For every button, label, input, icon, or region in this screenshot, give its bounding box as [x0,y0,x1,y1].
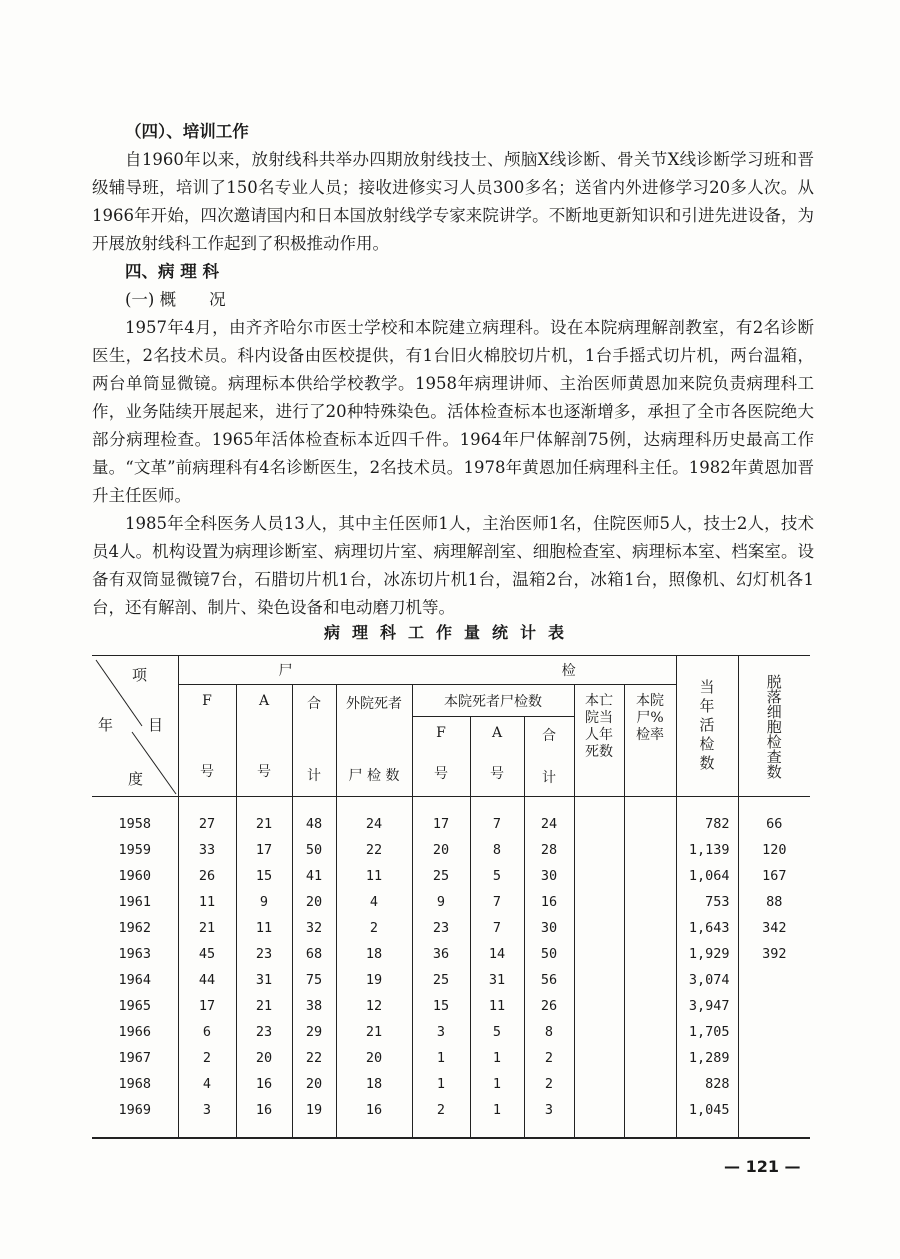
rate-col-header: 本院尸%检率 [624,685,676,797]
cell-in-total: 24 [524,797,574,838]
cell-total: 75 [292,967,336,993]
cell-in-total: 56 [524,967,574,993]
cell-rate [624,889,676,915]
cell-in-f: 23 [412,915,470,941]
cell-in-total: 2 [524,1071,574,1097]
cell-in-f: 15 [412,993,470,1019]
corner-mid-left-label: 年 [98,716,114,734]
cell-outside: 20 [336,1045,412,1071]
cell-in-total: 30 [524,863,574,889]
cell-a: 17 [236,837,292,863]
cell-in-total: 28 [524,837,574,863]
cell-outside: 19 [336,967,412,993]
cell-rate [624,1097,676,1138]
cell-in-a: 7 [470,889,524,915]
cell-in-f: 20 [412,837,470,863]
cell-biopsy: 1,929 [676,941,738,967]
autopsy-group-right: 检 [561,663,576,679]
autopsy-group-left: 尸 [278,663,293,679]
table-row [92,1071,810,1097]
cell-total: 32 [292,915,336,941]
cell-a: 20 [236,1045,292,1071]
cell-in-total: 3 [524,1097,574,1138]
cell-rate [624,941,676,967]
cell-in-total: 16 [524,889,574,915]
outside-col-header: 外院死者 尸 检 数 [336,685,412,797]
cell-in-a: 14 [470,941,524,967]
cell-f: 26 [178,863,236,889]
cell-biopsy: 1,705 [676,1019,738,1045]
cell-in-f: 3 [412,1019,470,1045]
cell-total: 68 [292,941,336,967]
table-row [92,993,810,1019]
corner-mid-right-label: 目 [148,716,164,734]
cell-a: 23 [236,1019,292,1045]
main-text [92,118,814,622]
cell-rate [624,797,676,838]
cell-total: 20 [292,889,336,915]
cell-deaths [574,967,624,993]
cell-cytology: 392 [738,941,810,967]
cell-a: 15 [236,863,292,889]
cell-year: 1958 [118,816,151,832]
cell-year: 1965 [118,998,151,1014]
table-row [92,915,810,941]
cell-in-a: 31 [470,967,524,993]
table-row [92,889,810,915]
cell-in-a: 5 [470,863,524,889]
cell-in-a: 5 [470,1019,524,1045]
cell-rate [624,915,676,941]
cell-deaths [574,1045,624,1071]
cell-biopsy: 3,074 [676,967,738,993]
cell-total: 29 [292,1019,336,1045]
cell-biopsy: 753 [676,889,738,915]
cell-in-a: 1 [470,1097,524,1138]
cell-in-total: 50 [524,941,574,967]
cell-a: 11 [236,915,292,941]
cell-a: 16 [236,1097,292,1138]
page-number: — 121 — [724,1157,801,1176]
cell-f: 11 [178,889,236,915]
cell-rate [624,967,676,993]
in-total-col-header: 合 计 [524,717,574,797]
cell-total: 19 [292,1097,336,1138]
training-heading: （四）、培训工作 [125,122,249,141]
biopsy-header: 当年活检数 [676,656,738,797]
total-col-header: 合 计 [292,685,336,797]
cell-outside: 21 [336,1019,412,1045]
cell-f: 3 [178,1097,236,1138]
cell-deaths [574,915,624,941]
cell-deaths [574,1019,624,1045]
cell-total: 48 [292,797,336,838]
cytology-header: 脱落细胞检查数 [738,656,810,797]
cell-biopsy: 3,947 [676,993,738,1019]
cell-deaths [574,993,624,1019]
cell-a: 9 [236,889,292,915]
cell-year: 1964 [118,972,151,988]
cell-outside: 2 [336,915,412,941]
cell-f: 21 [178,915,236,941]
cell-year: 1960 [118,868,151,884]
cell-outside: 18 [336,1071,412,1097]
cell-year: 1959 [118,842,151,858]
in-f-col-header: F 号 [412,717,470,797]
cell-total: 41 [292,863,336,889]
cell-deaths [574,837,624,863]
cell-in-total: 8 [524,1019,574,1045]
cell-in-f: 25 [412,863,470,889]
cell-outside: 4 [336,889,412,915]
cell-biopsy: 828 [676,1071,738,1097]
cell-in-a: 7 [470,915,524,941]
pathology-stats-table [92,655,810,1139]
table-row [92,941,810,967]
cell-a: 21 [236,797,292,838]
cell-in-f: 25 [412,967,470,993]
cell-in-a: 1 [470,1071,524,1097]
cell-rate [624,1045,676,1071]
table-title: 病理科工作量统计表 [323,623,576,642]
cell-outside: 12 [336,993,412,1019]
corner-bottom-label: 度 [128,770,144,788]
cell-outside: 18 [336,941,412,967]
cell-a: 16 [236,1071,292,1097]
cell-a: 31 [236,967,292,993]
cell-in-total: 26 [524,993,574,1019]
cell-in-a: 11 [470,993,524,1019]
cell-rate [624,863,676,889]
cell-in-a: 8 [470,837,524,863]
cell-in-f: 1 [412,1071,470,1097]
cell-year: 1968 [118,1076,151,1092]
a-col-header: A 号 [236,685,292,797]
cell-total: 50 [292,837,336,863]
cell-f: 33 [178,837,236,863]
table-row [92,1045,810,1071]
cell-cytology: 342 [738,915,810,941]
cell-biopsy: 782 [676,797,738,838]
training-paragraph: 自1960年以来，放射线科共举办四期放射线技士、颅脑X线诊断、骨关节X线诊断学习班和晋级辅导班，培训了150名专业人员；接收进修实习人员300多名；送省内外进修学习20多人次。从1966年开始，四次邀请国内和日本国放射线学专家来院讲学。不断地更新知识和引进先进设备，为开展放射线科工作起到了积极推动作用。 [92,150,814,253]
deaths-col-header: 本亡院当人年死数 [574,685,624,797]
cell-rate [624,1019,676,1045]
cell-a: 23 [236,941,292,967]
cell-cytology [738,1071,810,1097]
cell-a: 21 [236,993,292,1019]
cell-biopsy: 1,064 [676,863,738,889]
cell-cytology [738,993,810,1019]
cell-in-f: 36 [412,941,470,967]
cell-deaths [574,889,624,915]
table-row [92,863,810,889]
cell-f: 4 [178,1071,236,1097]
table-row [92,797,810,838]
cell-cytology: 120 [738,837,810,863]
cell-year: 1961 [118,894,151,910]
cell-deaths [574,941,624,967]
cell-in-total: 30 [524,915,574,941]
pathology-paragraph-1: 1957年4月，由齐齐哈尔市医士学校和本院建立病理科。设在本院病理解剖教室，有2名诊断医生，2名技术员。科内设备由医校提供，有1台旧火棉胶切片机，1台手摇式切片机，两台温箱，两台单筒显微镜。病理标本供给学校教学。1958年病理讲师、主治医师黄恩加来院负责病理科工作，业务陆续开展起来，进行了20种特殊染色。活体检查标本也逐渐增多，承担了全市各医院绝大部分病理检查。1965年活体检查标本近四千件。1964年尸体解剖75例，达病理科历史最高工作量。“文革”前病理科有4名诊断医生，2名技术员。1978年黄恩加任病理科主任。1982年黄恩加晋升主任医师。 [92,318,814,505]
cell-year: 1963 [118,946,151,962]
table-body [92,797,810,1139]
pathology-paragraph-2: 1985年全科医务人员13人，其中主任医师1人，主治医师1名，住院医师5人，技士2人，技术员4人。机构设置为病理诊断室、病理切片室、病理解剖室、细胞检查室、病理标本室、档案室。设备有双筒显微镜7台，石腊切片机1台，冰冻切片机1台，温箱2台，冰箱1台，照像机、幻灯机各1台，还有解剖、制片、染色设备和电动磨刀机等。 [92,514,814,617]
cell-cytology [738,967,810,993]
cell-biopsy: 1,289 [676,1045,738,1071]
cell-cytology: 167 [738,863,810,889]
cell-cytology [738,1045,810,1071]
cell-rate [624,837,676,863]
cell-cytology: 88 [738,889,810,915]
table-row [92,1097,810,1138]
table-row [92,837,810,863]
cell-cytology: 66 [738,797,810,838]
cell-in-total: 2 [524,1045,574,1071]
cell-outside: 24 [336,797,412,838]
cell-biopsy: 1,045 [676,1097,738,1138]
cell-in-f: 2 [412,1097,470,1138]
cell-f: 2 [178,1045,236,1071]
cell-f: 6 [178,1019,236,1045]
cell-total: 38 [292,993,336,1019]
cell-f: 45 [178,941,236,967]
cell-biopsy: 1,139 [676,837,738,863]
cell-biopsy: 1,643 [676,915,738,941]
corner-top-label: 项 [132,666,148,684]
cell-deaths [574,863,624,889]
cell-deaths [574,1071,624,1097]
cell-f: 27 [178,797,236,838]
overview-heading: (一) 概 况 [125,290,226,309]
cell-in-a: 7 [470,797,524,838]
autopsy-group-header [178,656,676,685]
f-col-header: F 号 [178,685,236,797]
cell-cytology [738,1097,810,1138]
cell-total: 22 [292,1045,336,1071]
cell-f: 44 [178,967,236,993]
cell-year: 1966 [118,1024,151,1040]
cell-year: 1969 [92,1097,178,1138]
cell-total: 20 [292,1071,336,1097]
in-a-col-header: A 号 [470,717,524,797]
cell-deaths [574,797,624,838]
cell-rate [624,1071,676,1097]
corner-header [92,656,178,797]
cell-in-f: 17 [412,797,470,838]
cell-f: 17 [178,993,236,1019]
cell-year: 1967 [118,1050,151,1066]
cell-in-f: 1 [412,1045,470,1071]
table-row [92,1019,810,1045]
cell-outside: 22 [336,837,412,863]
cell-cytology [738,1019,810,1045]
cell-rate [624,993,676,1019]
pathology-heading: 四、病 理 科 [125,262,219,281]
table-row [92,967,810,993]
cell-outside: 11 [336,863,412,889]
cell-year: 1962 [118,920,151,936]
cell-in-a: 1 [470,1045,524,1071]
cell-in-f: 9 [412,889,470,915]
cell-deaths [574,1097,624,1138]
cell-outside: 16 [336,1097,412,1138]
inhouse-group-header: 本院死者尸检数 [412,685,574,717]
